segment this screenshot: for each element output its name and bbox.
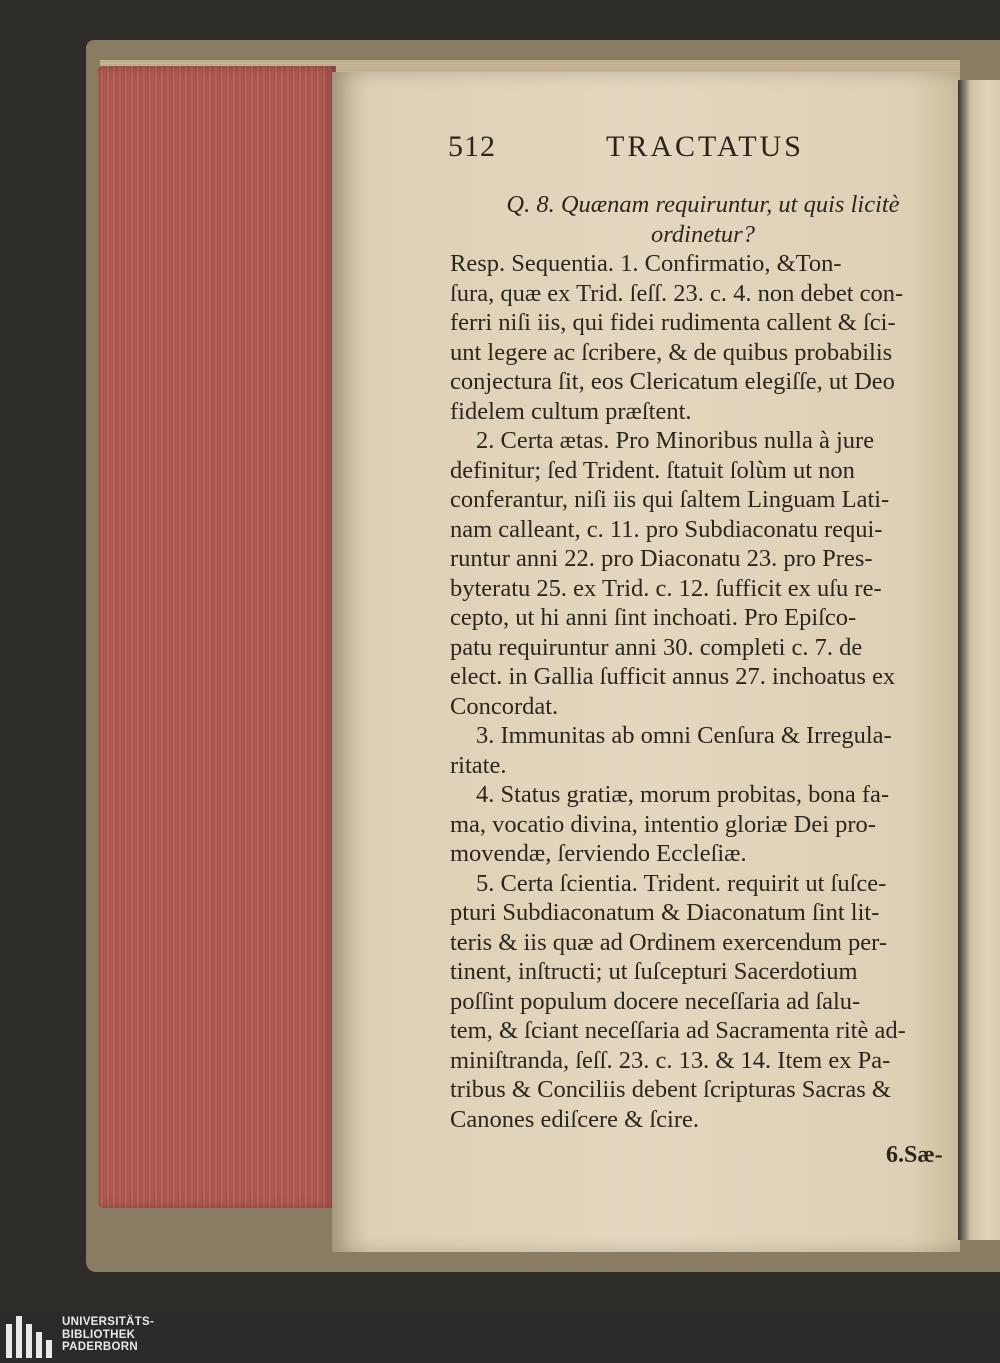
facing-page-edge [958, 80, 1000, 1240]
running-head [448, 130, 868, 170]
text-line: Q. 8. Quænam requiruntur, ut quis licitè [506, 191, 900, 218]
text-line: cepto, ut hi anni ſint inchoati. Pro Epiſco- [450, 604, 857, 631]
page-number: 512 [448, 130, 496, 163]
body-text [450, 190, 956, 1134]
text-line: ordinetur? [651, 220, 755, 248]
text-line: nam calleant, c. 11. pro Subdiaconatu requi- [450, 515, 883, 543]
text-line: miniſtranda, ſeſſ. 23. c. 13. & 14. Item ex Pa- [450, 1046, 891, 1074]
text-line: tinent, inſtructi; ut ſuſcepturi Sacerdotium [450, 958, 858, 985]
text-line: Canones ediſcere & ſcire. [450, 1105, 699, 1133]
text-line: definitur; ſed Trident. ſtatuit ſolùm ut non [450, 456, 855, 484]
text-line: movendæ, ſerviendo Eccleſiæ. [450, 840, 747, 867]
text-line: 2. Certa ætas. Pro Minoribus nulla à jure [476, 427, 875, 454]
text-line: elect. in Gallia ſufficit annus 27. inchoatus ex [450, 663, 896, 690]
text-line: tem, & ſciant neceſſaria ad Sacramenta ritè ad- [450, 1017, 906, 1044]
text-line: patu requiruntur anni 30. completi c. 7. de [450, 633, 863, 661]
logo-line-3: PADERBORN [62, 1341, 138, 1353]
text-line: poſſint populum docere neceſſaria ad ſalu- [450, 987, 861, 1015]
text-line: 4. Status gratiæ, morum probitas, bona fa- [476, 781, 890, 808]
text-line: tribus & Conciliis debent ſcripturas Sacras & [450, 1076, 891, 1103]
library-logo-icon [4, 1314, 56, 1360]
red-page-edges [98, 66, 336, 1208]
running-title: TRACTATUS [606, 130, 804, 163]
text-line: Resp. Sequentia. 1. Confirmatio, &Ton- [450, 250, 842, 277]
text-line: unt legere ac ſcribere, & de quibus probabilis [450, 338, 893, 366]
text-line: byteratu 25. ex Trid. c. 12. ſufficit ex uſu re- [450, 574, 882, 602]
text-line: ferri niſi iis, qui fidei rudimenta callent & ſci- [450, 309, 896, 336]
text-line: ma, vocatio divina, intentio gloriæ Dei pro- [450, 810, 876, 838]
logo-line-1: UNIVERSITÄTS- [62, 1316, 155, 1328]
text-line: ſura, quæ ex Trid. ſeſſ. 23. c. 4. non debet con- [450, 279, 904, 307]
text-line: 5. Certa ſcientia. Trident. requirit ut ſuſce- [476, 869, 887, 897]
catchword: 6.Sæ- [886, 1142, 943, 1168]
text-line: fidelem cultum præſtent. [450, 397, 692, 425]
text-line: pturi Subdiaconatum & Diaconatum ſint lit- [450, 899, 880, 926]
logo-line-2: BIBLIOTHEK [62, 1328, 136, 1341]
library-logo-text [62, 1316, 154, 1354]
text-line: teris & iis quæ ad Ordinem exercendum per- [450, 928, 887, 956]
text-line: conjectura ſit, eos Clericatum elegiſſe, ut Deo [450, 368, 895, 395]
text-line: 3. Immunitas ab omni Cenſura & Irregula- [476, 722, 892, 749]
text-line: conferantur, niſi iis qui ſaltem Linguam Lati- [450, 486, 890, 513]
text-line: runtur anni 22. pro Diaconatu 23. pro Pres- [450, 545, 873, 572]
text-line: Concordat. [450, 692, 559, 720]
text-line: ritate. [450, 751, 507, 779]
